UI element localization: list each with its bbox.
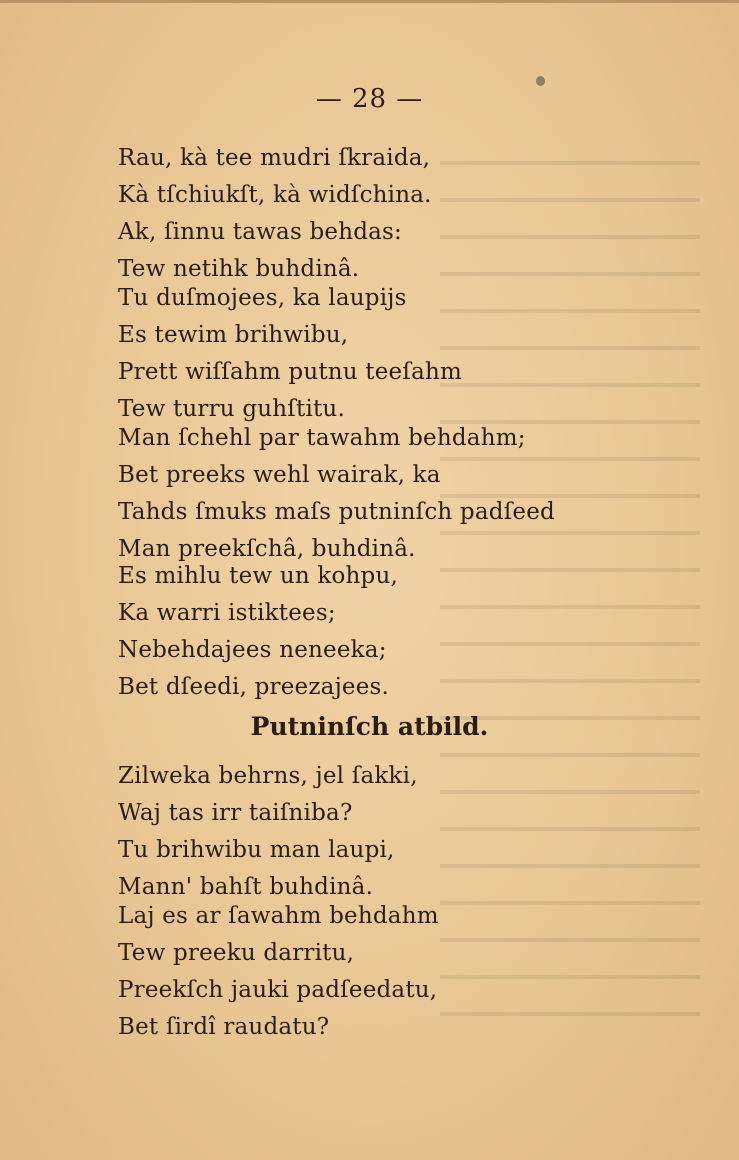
- verse-line: Man ſchehl par tawahm behdahm;: [118, 425, 526, 451]
- verse-line: Preekſch jauki padſeedatu,: [118, 977, 438, 1003]
- page-number: — 28 —: [315, 84, 424, 114]
- verse-line: Es tewim brihwibu,: [118, 322, 349, 348]
- verse-line: Tu brihwibu man laupi,: [118, 837, 395, 863]
- page-edge: [0, 0, 739, 3]
- verse-line: Ak, ſinnu tawas behdas:: [118, 219, 402, 245]
- stanza-5: [118, 758, 418, 906]
- verse-line: Zilweka behrns, jel ſakki,: [118, 763, 418, 789]
- bleed-through-text: [440, 135, 700, 1035]
- verse-line: Rau, kà tee mudri ſkraida,: [118, 145, 431, 171]
- verse-line: Es mihlu tew un kohpu,: [118, 563, 398, 589]
- verse-line: Kà tſchiukſt, kà widſchina.: [118, 182, 432, 208]
- verse-line: Waj tas irr taiſniba?: [118, 800, 353, 826]
- verse-line: Bet dſeedi, preezajees.: [118, 674, 390, 700]
- verse-line: Nebehdajees neneeka;: [118, 637, 387, 663]
- verse-line: Laj es ar ſawahm behdahm: [118, 903, 439, 929]
- verse-line: Bet preeks wehl wairak, ka: [118, 462, 441, 488]
- verse-line: Prett wiſſahm putnu teeſahm: [118, 359, 463, 385]
- stanza-1: [118, 140, 432, 288]
- verse-line: Mann' bahſt buhdinâ.: [118, 874, 374, 900]
- section-heading: Putninſch atbild.: [250, 712, 489, 741]
- stanza-3: [118, 420, 555, 568]
- verse-line: Man preekſchâ, buhdinâ.: [118, 536, 416, 562]
- verse-line: Tew netihk buhdinâ.: [118, 256, 360, 282]
- verse-line: Bet ſirdî raudatu?: [118, 1014, 330, 1040]
- verse-line: Ka warri istiktees;: [118, 600, 336, 626]
- verse-line: Tew preeku darritu,: [118, 940, 355, 966]
- verse-line: Tew turru guhſtitu.: [118, 396, 345, 422]
- stanza-4: [118, 558, 398, 706]
- verse-line: Tahds ſmuks maſs putninſch padſeed: [118, 499, 555, 525]
- stanza-6: [118, 898, 439, 1046]
- verse-line: Tu duſmojees, ka laupijs: [118, 285, 407, 311]
- stanza-2: [118, 280, 462, 428]
